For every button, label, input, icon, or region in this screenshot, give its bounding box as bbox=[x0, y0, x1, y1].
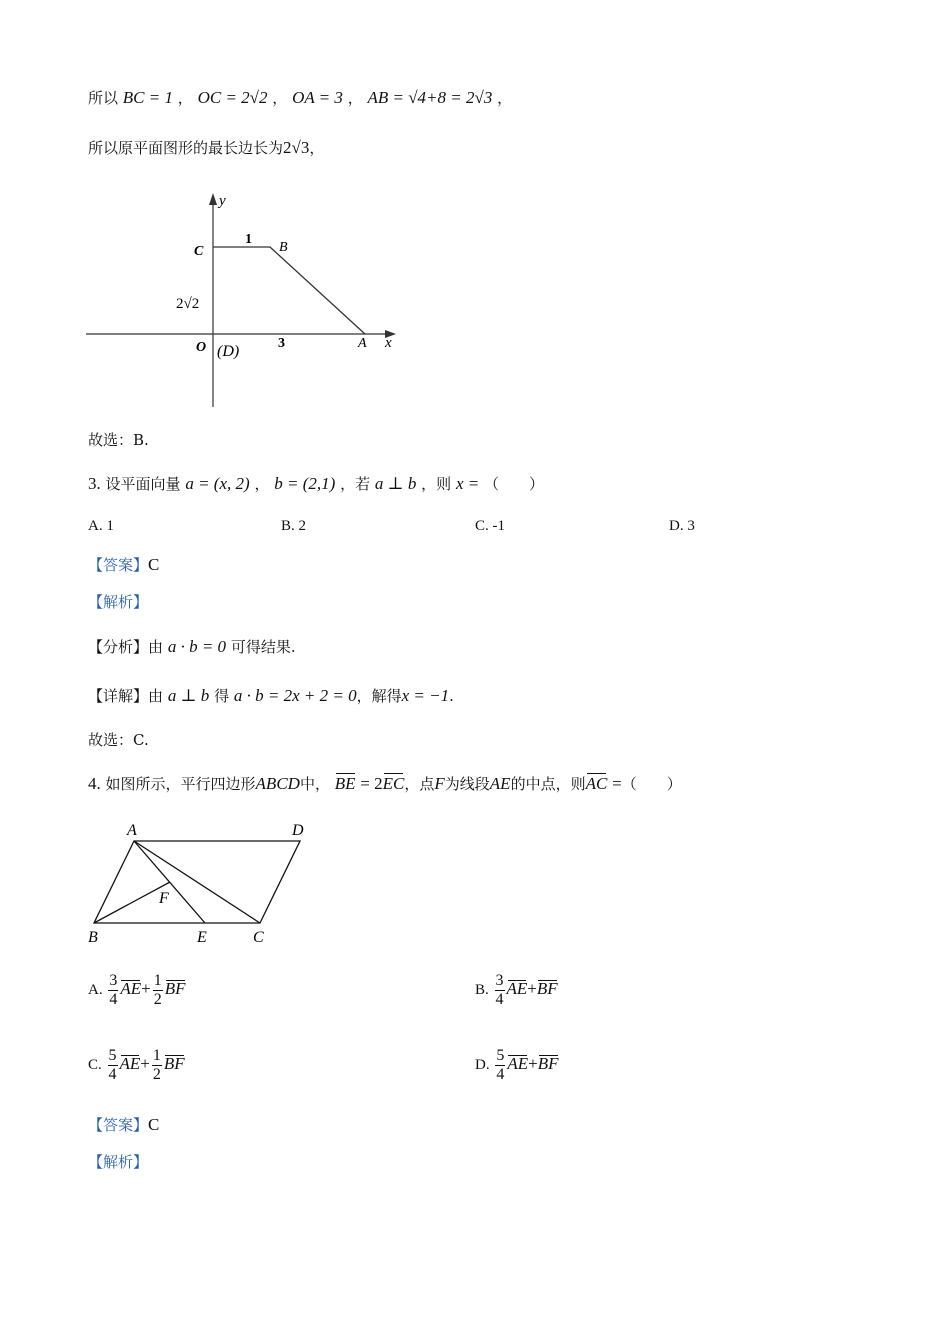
q3-option-a[interactable]: A. 1 bbox=[88, 518, 114, 534]
oa-equation: OA = 3 bbox=[292, 88, 343, 107]
y-axis-arrow bbox=[209, 193, 217, 205]
label-f: F bbox=[159, 890, 169, 907]
label-y: y bbox=[219, 193, 226, 209]
label-a: A bbox=[358, 336, 367, 351]
longest-side-value: 2√3 bbox=[283, 138, 310, 157]
q3-option-d[interactable]: D. 3 bbox=[669, 518, 695, 534]
vector-ec: EC bbox=[383, 772, 405, 796]
q3-option-b[interactable]: B. 2 bbox=[281, 518, 307, 534]
conclusion-c: 故选：C. bbox=[88, 731, 149, 749]
q4-analysis-tag: 【解析】 bbox=[88, 1153, 149, 1171]
label-one: 1 bbox=[245, 232, 252, 247]
question-4-stem: 4. 如图所示，平行四边形ABCD中， BE = 2EC，点F为线段AE的中点，则AC =（ ） bbox=[88, 772, 682, 796]
q4-option-a[interactable]: A. $\frac{3}{4}$ AE+ $\frac{1}{2}$ BF bbox=[88, 972, 186, 1008]
q3-option-c[interactable]: C. -1 bbox=[475, 518, 506, 534]
result-line-2: 所以原平面图形的最长边长为2√3， bbox=[88, 138, 325, 157]
ab-equation: AB = √4+8 = 2√3 bbox=[367, 88, 493, 107]
label-x: x bbox=[385, 335, 392, 351]
q3-xiangjie: 【详解】由 a ⊥ b 得 a · b = 2x + 2 = 0，解得x = −1. bbox=[88, 686, 454, 705]
q4-option-b[interactable]: B. $\frac{3}{4}$ AE+BF bbox=[475, 972, 558, 1008]
question-3-stem: 3. 设平面向量 a = (x, 2) ， b = (2,1) ，若 a ⊥ b ，则 x = （ ） bbox=[88, 474, 545, 493]
segment-ac bbox=[134, 841, 260, 923]
q4-option-d[interactable]: D. $\frac{5}{4}$ AE+BF bbox=[475, 1047, 559, 1083]
vector-be: BE bbox=[335, 772, 356, 796]
label-three: 3 bbox=[278, 336, 285, 351]
quadrilateral-cb-ba bbox=[213, 247, 365, 334]
q3-fenxi: 【分析】由 a · b = 0 可得结果. bbox=[88, 637, 296, 656]
vector-b-def: b = (2,1) bbox=[274, 474, 336, 493]
vector-ac: AC bbox=[586, 772, 608, 796]
label-a: A bbox=[127, 822, 137, 839]
result-line-1: 所以 BC = 1 ， OC = 2√2 ， OA = 3 ， AB = √4+8 = 2√3 ， bbox=[88, 88, 513, 107]
parallelogram-figure bbox=[82, 815, 322, 950]
label-c: C bbox=[194, 244, 204, 259]
vector-a-def: a = (x, 2) bbox=[185, 474, 250, 493]
label-o: O bbox=[196, 340, 207, 355]
q4-answer: 【答案】C bbox=[88, 1115, 160, 1134]
q3-analysis-tag: 【解析】 bbox=[88, 593, 149, 611]
oc-equation: OC = 2√2 bbox=[197, 88, 268, 107]
label-d: (D) bbox=[217, 343, 240, 360]
coordinate-figure bbox=[80, 185, 410, 415]
q3-answer: 【答案】C bbox=[88, 555, 160, 574]
label-b: B bbox=[88, 929, 98, 946]
conclusion-b: 故选：B. bbox=[88, 431, 149, 449]
bc-equation: BC = 1 bbox=[122, 88, 173, 107]
label-d: D bbox=[292, 822, 304, 839]
perpendicular-condition: a ⊥ b bbox=[374, 474, 417, 493]
label-e: E bbox=[197, 929, 207, 946]
label-c: C bbox=[253, 929, 264, 946]
label-b: B bbox=[279, 240, 288, 255]
label-2sqrt2: 2√2 bbox=[176, 296, 200, 312]
q4-option-c[interactable]: C. $\frac{5}{4}$ AE+ $\frac{1}{2}$ BF bbox=[88, 1047, 185, 1083]
